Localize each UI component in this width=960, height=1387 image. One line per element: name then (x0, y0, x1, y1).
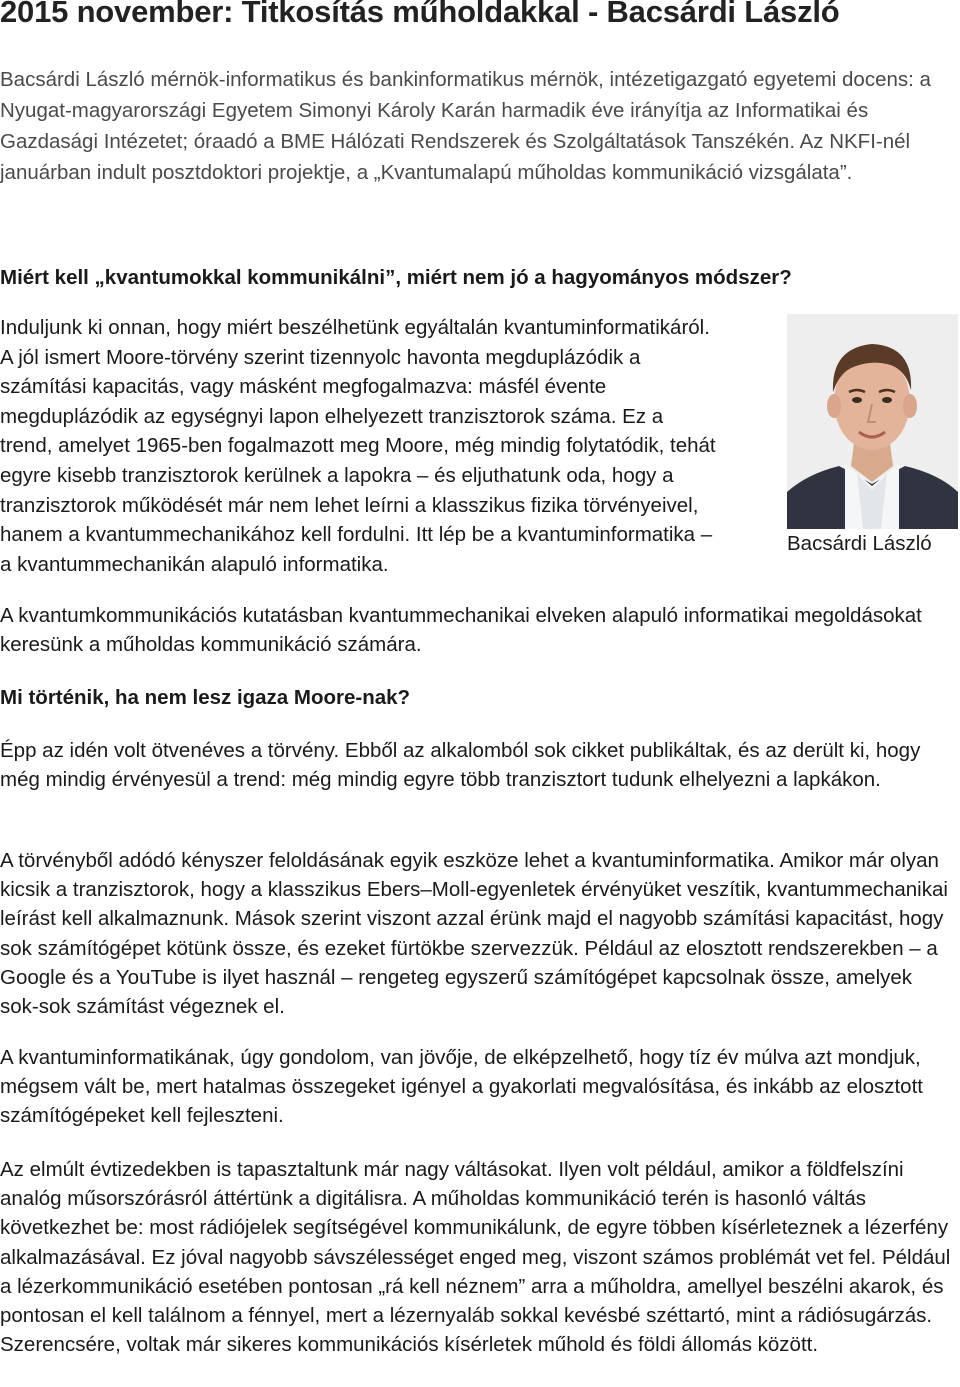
paragraph-line: egyre kisebb tranzisztorok kerülnek a lapokra – és eljuthatunk oda, hogy a (0, 463, 674, 487)
interview-question-2: Mi történik, ha nem lesz igaza Moore-nak? (0, 686, 411, 709)
article-lead: Bacsárdi László mérnök-informatikus és bankinformatikus mérnök, intézetigazgató egyetemi docens: a Nyugat-magyarországi Egyetem Simonyi Károly Karán harmadik éve irányítja az Informatikai és Gazdasági Intézetet; óraadó a BME Hálózati Rendszerek és Szolgáltatások Tanszékén. Az NKFI-nél januárban indult posztdoktori projektje, a „Kvantumalapú műholdas kommunikáció vizsgálata”. (0, 68, 931, 184)
article-paragraph-5: A kvantuminformatikának, úgy gondolom, van jövője, de elképzelhető, hogy tíz év múlva azt mondjuk, mégsem vált be, mert hatalmas összegeket igényel a gyakorlati megvalósítása, és inkább az elosztott számítógépeket kell fejleszteni. (0, 1046, 923, 1128)
portrait-photo (787, 314, 958, 529)
article-paragraph-6: Az elmúlt évtizedekben is tapasztaltunk már nagy váltásokat. Ilyen volt például, amikor a földfelszíni analóg műsorszórásról áttértünk a digitálisra. A műholdas kommunikáció terén is hasonló váltás következhet be: most rádiójelek segítségével kommunikálunk, de egyre többen kísérleteznek a lézerfény alkalmazásával. Ez jóval nagyobb sávszélességet enged meg, viszont számos problémát vet fel. Például a lézerkommunikáció esetében pontosan „rá kell néznem” arra a műholdra, amellyel beszélni akarok, és pontosan el kell találnom a fénnyel, mert a lézernyaláb sokkal kevésbé széttartó, mint a rádiósugárzás. Szerencsére, voltak már sikeres kommunikációs kísérletek műhold és földi állomás között. (0, 1158, 951, 1357)
paragraph-line: trend, amelyet 1965-ben fogalmazott meg Moore, még mindig folytatódik, tehát (0, 434, 716, 458)
paragraph-line: a kvantummechanikán alapuló informatika. (0, 552, 389, 576)
photo-caption: Bacsárdi László (787, 532, 932, 555)
paragraph-line: Induljunk ki onnan, hogy miért beszélhetünk egyáltalán kvantuminformatikáról. (0, 316, 710, 339)
paragraph-line: tranzisztorok működését már nem lehet leírni a klasszikus fizika törvényeivel, (0, 493, 699, 517)
article-title: 2015 november: Titkosítás műholdakkal - Bacsárdi László (0, 0, 840, 29)
paragraph-line: hanem a kvantummechanikához kell fordulni. Itt lép be a kvantuminformatika – (0, 523, 713, 547)
article-paragraph-1 (0, 313, 780, 579)
paragraph-line: megduplázódik az egységnyi lapon elhelyezett tranzisztorok száma. Ez a (0, 404, 664, 428)
paragraph-line: számítási kapacitás, vagy másként megfogalmazva: másfél évente (0, 375, 607, 399)
portrait-illustration (787, 314, 958, 529)
article-paragraph-2: A kvantumkommunikációs kutatásban kvantummechanikai elveken alapuló informatikai megoldásokat keresünk a műholdas kommunikáció számára. (0, 604, 922, 657)
article-paragraph-4: A törvényből adódó kényszer feloldásának egyik eszköze lehet a kvantuminformatika. Amikor már olyan kicsik a tranzisztorok, hogy a klasszikus Ebers–Moll-egyenletek érvényüket veszítik, kvantummechanikai leírást kell alkalmaznunk. Mások szerint viszont azzal érünk majd el nagyobb számítási kapacitást, hogy sok számítógépet kötünk össze, és ezeket fürtökbe szervezzük. Például az elosztott rendszerekben – a Google és a YouTube is ilyet használ – rengeteg egyszerű számítógépet kapcsolnak össze, amelyek sok-sok számítást végeznek el. (0, 849, 948, 1019)
article-paragraph-3: Épp az idén volt ötvenéves a törvény. Ebből az alkalomból sok cikket publikáltak, és az derült ki, hogy még mindig érvényesül a trend: még mindig egyre több tranzisztort tudunk elhelyezni a lapkákon. (0, 739, 921, 792)
interview-question-1: Miért kell „kvantumokkal kommunikálni”, miért nem jó a hagyományos módszer? (0, 266, 792, 289)
paragraph-line: A jól ismert Moore-törvény szerint tizennyolc havonta megduplázódik a (0, 345, 641, 369)
